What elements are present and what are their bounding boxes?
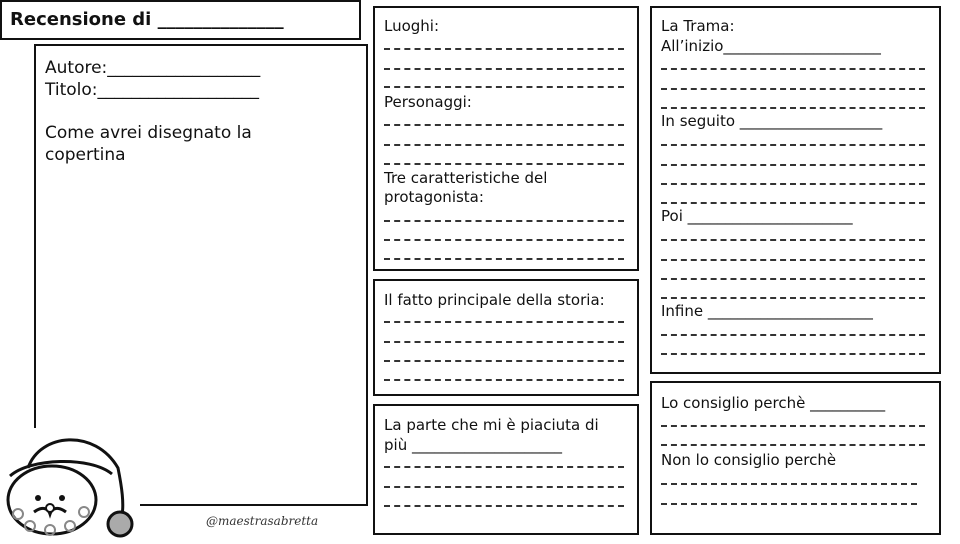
characters-label: Personaggi:: [384, 93, 472, 111]
favorite-part-line[interactable]: [384, 486, 624, 488]
recommend-line[interactable]: [661, 425, 925, 427]
recommend-line[interactable]: [661, 444, 925, 446]
plot-after-line[interactable]: [661, 239, 925, 241]
favorite-part-panel: [373, 404, 639, 535]
characters-line[interactable]: [384, 144, 624, 146]
main-event-panel: [373, 279, 639, 396]
recommend-field[interactable]: Lo consiglio perchè __________: [661, 394, 886, 412]
plot-beginning-field[interactable]: All’inizio_____________________: [661, 37, 881, 55]
favorite-part-line[interactable]: [384, 505, 624, 507]
main-event-line[interactable]: [384, 379, 624, 381]
favorite-part-line[interactable]: [384, 466, 624, 468]
plot-panel: [650, 6, 941, 374]
plot-beginning-line[interactable]: [661, 88, 925, 90]
not-recommend-line[interactable]: [661, 503, 917, 505]
places-line[interactable]: [384, 68, 624, 70]
not-recommend-label: Non lo consiglio perchè: [661, 451, 837, 469]
recommendation-panel: [650, 381, 941, 535]
title-field[interactable]: Titolo:___________________: [45, 80, 260, 100]
main-event-line[interactable]: [384, 360, 624, 362]
plot-finally-field[interactable]: Infine ______________________: [661, 302, 873, 320]
plot-then-line[interactable]: [661, 144, 925, 146]
traits-label-line-1: Tre caratteristiche del: [384, 169, 548, 187]
favorite-part-label-line-2: più ____________________: [384, 436, 562, 454]
not-recommend-line[interactable]: [661, 483, 917, 485]
plot-after-field[interactable]: Poi ______________________: [661, 207, 853, 225]
places-label: Luoghi:: [384, 17, 440, 35]
traits-line[interactable]: [384, 239, 624, 241]
plot-beginning-line[interactable]: [661, 68, 925, 70]
places-line[interactable]: [384, 48, 624, 50]
header-title-box: [0, 0, 361, 40]
plot-then-field[interactable]: In seguito ___________________: [661, 112, 883, 130]
plot-finally-line[interactable]: [661, 353, 925, 355]
plot-then-line[interactable]: [661, 183, 925, 185]
plot-after-line[interactable]: [661, 259, 925, 261]
traits-line[interactable]: [384, 258, 624, 260]
plot-after-line[interactable]: [661, 278, 925, 280]
cover-prompt-line-1: Come avrei disegnato la: [45, 123, 252, 143]
plot-then-line[interactable]: [661, 202, 925, 204]
author-credit: @maestrasabretta: [206, 514, 319, 528]
plot-beginning-line[interactable]: [661, 107, 925, 109]
traits-label-line-2: protagonista:: [384, 188, 484, 206]
santa-icon: [0, 428, 140, 540]
plot-then-line[interactable]: [661, 164, 925, 166]
places-line[interactable]: [384, 86, 624, 88]
plot-label: La Trama:: [661, 17, 735, 35]
places-characters-panel: [373, 6, 639, 271]
characters-line[interactable]: [384, 124, 624, 126]
plot-finally-line[interactable]: [661, 334, 925, 336]
favorite-part-label-line-1: La parte che mi è piaciuta di: [384, 416, 599, 434]
cover-prompt-line-2: copertina: [45, 145, 126, 165]
santa-illustration: [0, 428, 140, 540]
plot-after-line[interactable]: [661, 297, 925, 299]
author-field[interactable]: Autore:__________________: [45, 58, 261, 78]
main-event-label: Il fatto principale della storia:: [384, 291, 605, 309]
traits-line[interactable]: [384, 220, 624, 222]
main-event-line[interactable]: [384, 321, 624, 323]
characters-line[interactable]: [384, 163, 624, 165]
page-title: Recensione di ______________: [10, 9, 284, 30]
main-event-line[interactable]: [384, 341, 624, 343]
